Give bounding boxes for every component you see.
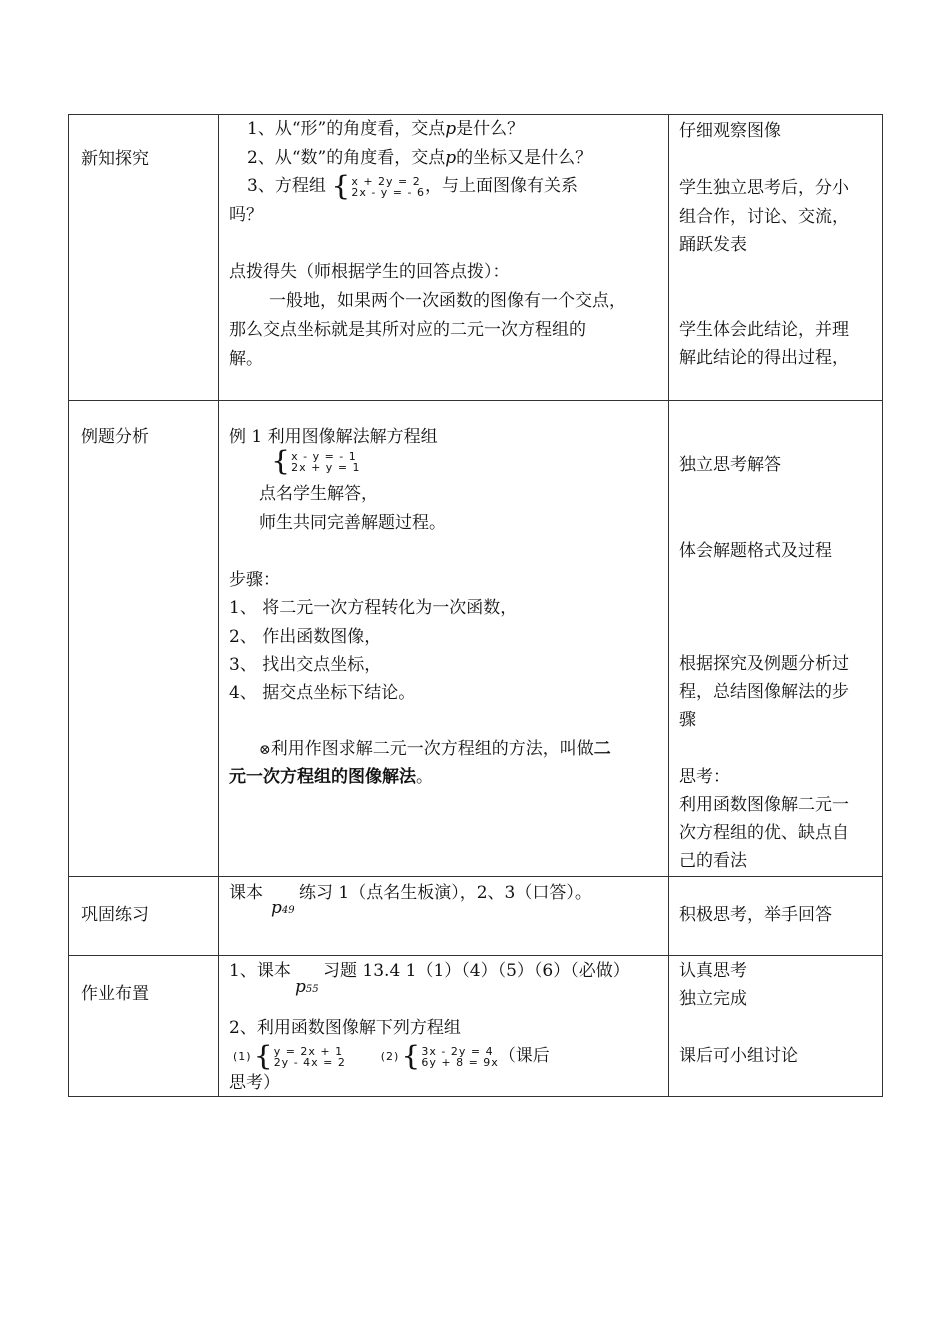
equation-system (380, 1040, 499, 1072)
question-2-text: 2、从“数”的角度看，交点 (247, 148, 446, 168)
activity-line: 课后可小组讨论 (679, 1046, 798, 1066)
page-number (271, 894, 295, 925)
teaching-content-cell (219, 401, 669, 877)
equation-2: 2x - y = - 6 (351, 185, 425, 199)
teaching-content-cell (219, 877, 669, 956)
student-activity-cell (669, 877, 883, 956)
homework-2-tail: 思考） (229, 1073, 280, 1093)
step-item: 4、 据交点坐标下结论。 (229, 683, 416, 703)
table-row (69, 956, 883, 1097)
exercise-text: 练习 1（点名生板演），2、3（口答）。 (299, 883, 592, 903)
row-label-cell (69, 877, 219, 956)
activity-line: 体会解题格式及过程 (679, 541, 832, 561)
activity-line: 独立思考解答 (679, 455, 781, 475)
row-label: 例题分析 (81, 427, 149, 447)
activity-line: 学生体会此结论，并理 (679, 320, 849, 340)
activity-line: 利用函数图像解二元一 (679, 795, 849, 815)
table-row (69, 401, 883, 877)
activity-line: 思考： (679, 767, 730, 787)
together-text: 师生共同完善解题过程。 (259, 513, 446, 533)
system-label: (1) (233, 1050, 252, 1063)
method-term: 元一次方程组的图像解法 (229, 767, 416, 787)
question-3 (247, 172, 578, 201)
row-label-cell (69, 401, 219, 877)
circle-times-icon: ⊗ (259, 742, 271, 758)
student-activity-cell (669, 956, 883, 1097)
page-num: 55 (305, 984, 319, 995)
equation-2: 2y - 4x = 2 (273, 1055, 346, 1069)
textbook-text: 课本 (229, 883, 263, 903)
method-text: 利用作图求解二元一次方程组的方法，叫做 (270, 739, 594, 759)
page-var: p (271, 898, 282, 918)
variable-p: p (445, 148, 457, 168)
method-definition-cont (229, 763, 433, 792)
question-3-end: ，与上面图像有关系 (424, 176, 578, 196)
page-var: p (295, 977, 306, 997)
homework-2-systems (233, 1042, 550, 1071)
row-label: 新知探究 (81, 149, 149, 169)
student-activity-cell (669, 401, 883, 877)
teaching-content-cell (219, 115, 669, 401)
brace-symbol: { (253, 1040, 273, 1072)
row-label: 作业布置 (81, 984, 149, 1004)
brace-symbol: { (401, 1040, 421, 1072)
homework-1-text: 1、课本 (229, 961, 291, 981)
brace-symbol: { (271, 445, 291, 477)
activity-line: 仔细观察图像 (679, 121, 781, 141)
activity-line: 组合作，讨论、交流， (679, 207, 849, 227)
question-2 (247, 144, 592, 173)
brace-symbol: { (331, 170, 351, 202)
equation-system (271, 447, 361, 476)
equation-2: 2x + y = 1 (291, 460, 361, 474)
activity-line: 积极思考，举手回答 (679, 905, 832, 925)
equation-1: x + 2y = 2 (351, 174, 421, 188)
page-number (295, 973, 319, 1004)
conclusion-line: 解。 (229, 349, 263, 369)
activity-line: 踊跃发表 (679, 235, 747, 255)
step-item: 2、 作出函数图像， (229, 627, 382, 647)
row-label: 巩固练习 (81, 905, 149, 925)
teaching-content-cell (219, 956, 669, 1097)
activity-line: 根据探究及例题分析过 (679, 654, 849, 674)
question-1 (247, 115, 524, 144)
equation-1: y = 2x + 1 (273, 1044, 344, 1058)
equation-2: 6y + 8 = 9x (421, 1055, 499, 1069)
activity-line: 己的看法 (679, 851, 747, 871)
equation-1: x - y = - 1 (291, 449, 357, 463)
row-label-cell (69, 115, 219, 401)
table-row (69, 115, 883, 401)
activity-line: 次方程组的优、缺点自 (679, 823, 849, 843)
page-num: 49 (281, 905, 295, 916)
row-label-cell (69, 956, 219, 1097)
question-3-text: 3、方程组 (247, 176, 326, 196)
call-student-text: 点名学生解答， (259, 484, 378, 504)
steps-title: 步骤： (229, 570, 280, 590)
question-1-end: 是什么？ (456, 119, 525, 139)
hint-title: 点拨得失（师根据学生的回答点拨）： (229, 262, 510, 282)
question-1-text: 1、从“形”的角度看，交点 (247, 119, 446, 139)
conclusion-line: 一般地，如果两个一次函数的图像有一个交点， (269, 291, 626, 311)
step-item: 1、 将二元一次方程转化为一次函数， (229, 598, 518, 618)
activity-line: 骤 (679, 710, 696, 730)
table-row (69, 877, 883, 956)
activity-line: 学生独立思考后，分小 (679, 178, 849, 198)
equation-system (233, 1040, 346, 1072)
student-activity-cell (669, 115, 883, 401)
after-class-text: （课后 (498, 1046, 550, 1066)
method-definition (259, 735, 611, 765)
step-item: 3、 找出交点坐标， (229, 655, 382, 675)
variable-p: p (445, 119, 457, 139)
method-end: 。 (416, 767, 433, 787)
example-title: 例 1 利用图像解法解方程组 (229, 427, 438, 447)
question-3-tail: 吗？ (229, 205, 263, 225)
lesson-plan-table (68, 114, 883, 1097)
activity-line: 独立完成 (679, 989, 747, 1009)
equation-1: 3x - 2y = 4 (421, 1044, 494, 1058)
activity-line: 认真思考 (679, 961, 747, 981)
conclusion-line: 那么交点坐标就是其所对应的二元一次方程组的 (229, 320, 586, 340)
system-label: (2) (380, 1050, 400, 1063)
method-term: 二 (593, 739, 611, 759)
homework-2-text: 2、利用函数图像解下列方程组 (229, 1018, 461, 1038)
question-2-end: 的坐标又是什么？ (456, 148, 593, 168)
homework-1-detail: 习题 13.4 1（1）（4）（5）（6）（必做） (323, 961, 630, 981)
activity-line: 程，总结图像解法的步 (679, 682, 849, 702)
activity-line: 解此结论的得出过程， (679, 348, 849, 368)
equation-system (331, 170, 425, 202)
